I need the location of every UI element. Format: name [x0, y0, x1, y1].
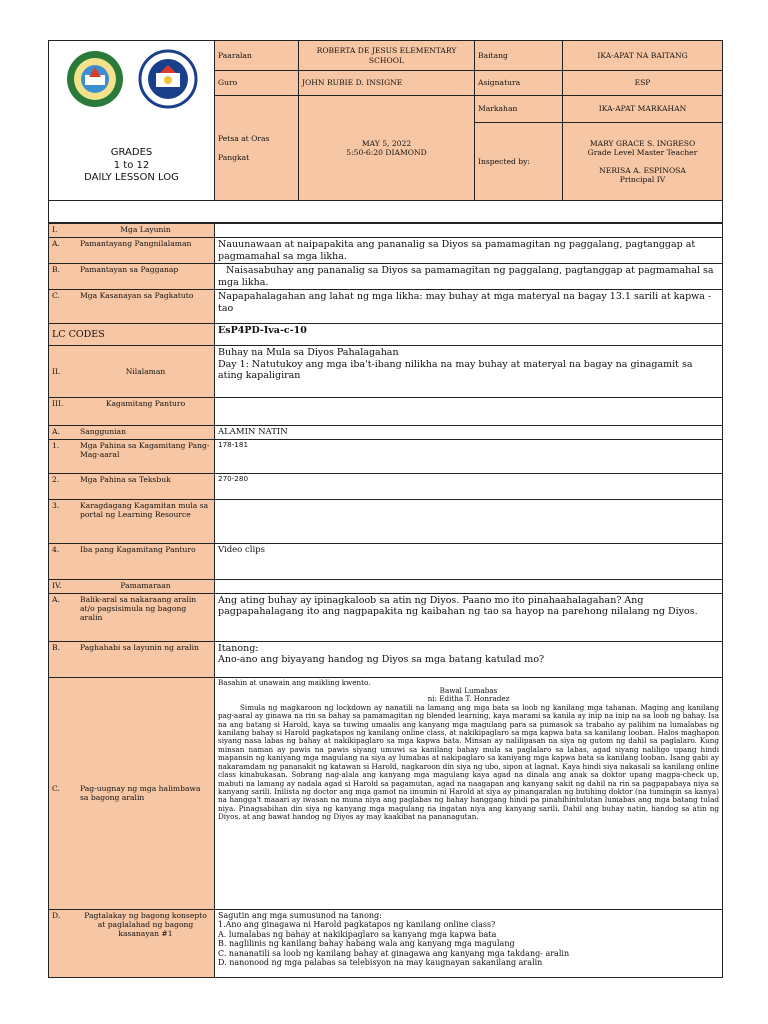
section-label: Pangkat — [218, 153, 250, 162]
row-num: IV. — [52, 580, 62, 590]
review-label — [49, 593, 215, 641]
purpose-line2: Ano-ano ang biyayang handog ng Diyos sa mga batang katulad mo? — [218, 654, 545, 666]
row-title: Mga Pahina sa Kagamitang Pang-Mag-aaral — [80, 440, 210, 459]
content-line1: Buhay na Mula sa Diyos Pahalagahan — [218, 347, 399, 359]
row-num: 4. — [52, 544, 60, 554]
row-title: Iba pang Kagamitang Panturo — [80, 544, 196, 554]
content-value — [215, 346, 723, 398]
teacher-label: Guro — [215, 71, 299, 96]
story-intro: Basahin at unawain ang maikling kwento. — [218, 677, 371, 687]
deped-school-seal-icon — [65, 49, 125, 109]
content-standard-label — [49, 238, 215, 264]
discussion-line: A. lumalabas ng bahay at nakikipaglaro sa kanyang mga kapwa bata — [218, 929, 497, 939]
discussion-line: 1.Ano ang ginagawa ni Harold pagkatapos ng kanilang online class? — [218, 920, 496, 930]
row-num: B. — [52, 265, 60, 275]
lc-codes-value: EsP4PD-Iva-c-10 — [215, 324, 723, 346]
story-title: Bawal Lumabas — [439, 685, 498, 695]
inspector2-title: Principal IV — [619, 175, 666, 185]
row-num: 3. — [52, 500, 60, 510]
textbook-pages-label — [49, 473, 215, 499]
discussion-value — [215, 909, 723, 977]
spacer-row — [49, 201, 723, 223]
objectives-label — [49, 224, 215, 238]
row-title: Paghahabi sa layunin ng aralin — [80, 642, 199, 652]
row-num: A. — [52, 239, 60, 248]
logo-cell — [49, 41, 215, 201]
resources-value — [215, 398, 723, 426]
inspector1-name: MARY GRACE S. INGRESO — [589, 138, 696, 148]
daily-lesson-log — [48, 40, 722, 978]
row-num: 2. — [52, 474, 60, 484]
learner-pages-label — [49, 439, 215, 473]
lr-portal-value — [215, 499, 723, 543]
content-standard-value: Nauunawaan at naipapakita ang pananalig sa Diyos sa pamamagitan ng paggalang, pagtanggap at pagmamahal sa mga likha. — [215, 238, 723, 264]
content-line2: Day 1: Natutukoy ang mga iba't-ibang nilikha na may buhay at materyal na bagay na ginagamit sa ating kapaligiran — [218, 358, 693, 382]
references-label — [49, 426, 215, 439]
grade-label: Baitang — [475, 41, 563, 71]
inspectors-cell — [563, 123, 723, 201]
row-num: A. — [52, 594, 60, 604]
procedure-label — [49, 579, 215, 593]
discussion-label — [49, 909, 215, 977]
objectives-value — [215, 224, 723, 238]
row-title: Pagtalakay ng bagong konsepto at paglalahad ng bagong kasanayan #1 — [84, 910, 207, 938]
discussion-line: D. nanonood ng mga palabas sa telebisyon na may kaugnayan sakanilang aralin — [218, 958, 543, 968]
row-num: I. — [52, 225, 58, 234]
deped-division-seal-icon — [138, 49, 198, 109]
discussion-line: Sagutin ang mga sumusunod na tanong: — [218, 910, 382, 920]
row-title: Balik-aral sa nakaraang aralin at/o pagsisimula ng bagong aralin — [80, 594, 197, 622]
row-title: Mga Kasanayan sa Pagkatuto — [80, 291, 194, 301]
row-title: Karagdagang Kagamitan mula sa portal ng Learning Resource — [80, 500, 209, 519]
quarter-label: Markahan — [475, 96, 563, 123]
row-title: Pamamaraan — [120, 580, 171, 590]
textbook-pages-value: 270-280 — [215, 473, 723, 499]
inspected-label: Inspected by: — [475, 123, 563, 201]
row-num: II. — [52, 367, 61, 377]
other-materials-value: Video clips — [215, 543, 723, 579]
performance-standard-label — [49, 264, 215, 290]
row-num: B. — [52, 642, 60, 652]
competencies-label — [49, 290, 215, 324]
examples-value — [215, 677, 723, 909]
purpose-line1: Itanong: — [218, 642, 259, 654]
inspector2-name: NERISA A. ESPINOSA — [599, 166, 686, 175]
row-num: III. — [52, 399, 64, 409]
other-materials-label — [49, 543, 215, 579]
purpose-label — [49, 641, 215, 677]
dll-line1: GRADES — [110, 147, 153, 158]
row-title: Pamantayan sa Pagganap — [80, 265, 179, 275]
competencies-value: Napapahalagahan ang lahat ng mga likha: may buhay at mga materyal na bagay 13.1 sarili at kapwa -tao — [215, 290, 723, 324]
dll-line3: DAILY LESSON LOG — [84, 172, 179, 183]
time-section-value: 5:50-6:20 DIAMOND — [346, 148, 427, 157]
row-title: Nilalaman — [125, 367, 166, 377]
date-label: Petsa at Oras — [218, 133, 270, 143]
grade-value: IKA-APAT NA BAITANG — [563, 41, 723, 71]
row-num: A. — [52, 427, 60, 437]
date-value-cell — [299, 96, 475, 201]
row-title: Mga Layunin — [120, 225, 171, 234]
quarter-value: IKA-APAT MARKAHAN — [563, 96, 723, 123]
lc-codes-label: LC CODES — [49, 324, 215, 346]
teacher-value: JOHN RUBIE D. INSIGNE — [299, 71, 475, 96]
header-table — [48, 40, 723, 223]
row-title: Pag-uugnay ng mga halimbawa sa bagong aralin — [80, 783, 201, 802]
date-section-label-cell — [215, 96, 299, 201]
discussion-line: B. naglilinis ng kanilang bahay habang wala ang kanyang mga magulang — [218, 939, 515, 949]
school-label: Paaralan — [215, 41, 299, 71]
review-value: Ang ating buhay ay ipinagkaloob sa atin ng Diyos. Paano mo ito pinahaahalagahan? Ang pagpapahalagang ito ang nagpapakita ng kaibahan ng tao sa hayop na parehong nilalang ng Diyos. — [215, 593, 723, 641]
row-num: C. — [52, 291, 60, 301]
discussion-line: C. nananatili sa loob ng kanilang bahay at ginagawa ang kanyang mga takdang- aralin — [218, 948, 570, 958]
row-num: 1. — [52, 440, 60, 450]
purpose-value — [215, 641, 723, 677]
content-label — [49, 346, 215, 398]
performance-standard-value: Naisasabuhay ang pananalig sa Diyos sa pamamagitan ng paggalang, pagtanggap at pagmamahal sa mga likha. — [215, 264, 723, 290]
inspector1-title: Grade Level Master Teacher — [587, 147, 698, 157]
date-value: MAY 5, 2022 — [361, 138, 412, 148]
story-body: Simula ng magkaroon ng lockdown ay nanatili na lamang ang mga bata sa loob ng kanilang mga tahanan. Maging ang kanilang pag-aaral ay ginawa na rin sa bahay sa pamamagitan ng blended learning, kaya marami sa kanila ay inip na inip na sa loob ng bahay. Isa na ang batang si Harold, kaya sa tuwing umaalis ang kanyang mga magulang para sa pumasok sa trabaho ay palihim na lumalabas ng kanilang bahay si Harold pagkatapos ng kanilang online class, at nakikipaglaro sa mga kapwa bata sa kanilang looban. Halos maghapon siyang nasa labas ng bahay at nakikipaglaro sa mga kapwa bata. Minsan ay nalilipasan na siya ng gutom ng dahil sa paglalaro. Kung minsan naman ay pawis na pawis siyang umuwi sa kanilang bahay mula sa paglalaro sa labas, agad siyang naliligo upang hindi mapansin ng kaniyang mga magulang na siya ay lumabas at nakipaglaro sa kaniyang mga kapwa bata sa kanilang looban. Isang gabi ay nakaramdam ng pananakit ng katawan si Harold, nagkaroon din siya ng ubo, sipon at lagnat. Kaya hindi siya nakasali sa kanilang online class kinabukasan. Sobrang nag-alala ang kanyang mga magulang kaya agad na dinala ang anak sa doktor upang magpa-check up, mabuti na lamang ay nadala agad si Harold sa pagamutan, agad na naagapan ang kanyang sakit ng dahil na rin sa pagpapabaya niya sa kanyang sarili. Inilista ng doctor ang mga gamot na iinumin ni Harold at siya ay pinangaralan ng butihing doktor (na tumingin sa kanya) na hangga't maaari ay iwasan na muna niya ang paglabas ng bahay hanggang hindi pa pinahihintulutan lumabas ang mga batang tulad niya. Pinagsabihan din siya ng kanyang mga magulang na ingatan niya ang kanyang sarili. Dahil ang buhay natin, handog sa atin ng Diyos, at ang bawat handog ng Diyos ay may kaakibat na pananagutan. — [218, 702, 719, 822]
row-title: Mga Pahina sa Teksbuk — [80, 474, 171, 484]
row-title: Sanggunian — [80, 427, 126, 437]
dll-line2: 1 to 12 — [113, 159, 150, 171]
references-value: ALAMIN NATIN — [215, 426, 723, 439]
subject-label: Asignatura — [475, 71, 563, 96]
lesson-body-table — [48, 223, 723, 978]
procedure-value — [215, 579, 723, 593]
school-value: ROBERTA DE JESUS ELEMENTARY SCHOOL — [299, 41, 475, 71]
examples-label — [49, 677, 215, 909]
resources-label — [49, 398, 215, 426]
subject-value: ESP — [563, 71, 723, 96]
lr-portal-label — [49, 499, 215, 543]
learner-pages-value: 178-181 — [215, 439, 723, 473]
row-num: D. — [52, 910, 61, 920]
row-title: Kagamitang Panturo — [105, 399, 186, 409]
story-author: ni: Editha T. Honradez — [427, 694, 510, 704]
row-num: C. — [52, 783, 60, 793]
row-title: Pamantayang Pangnilalaman — [80, 239, 192, 248]
